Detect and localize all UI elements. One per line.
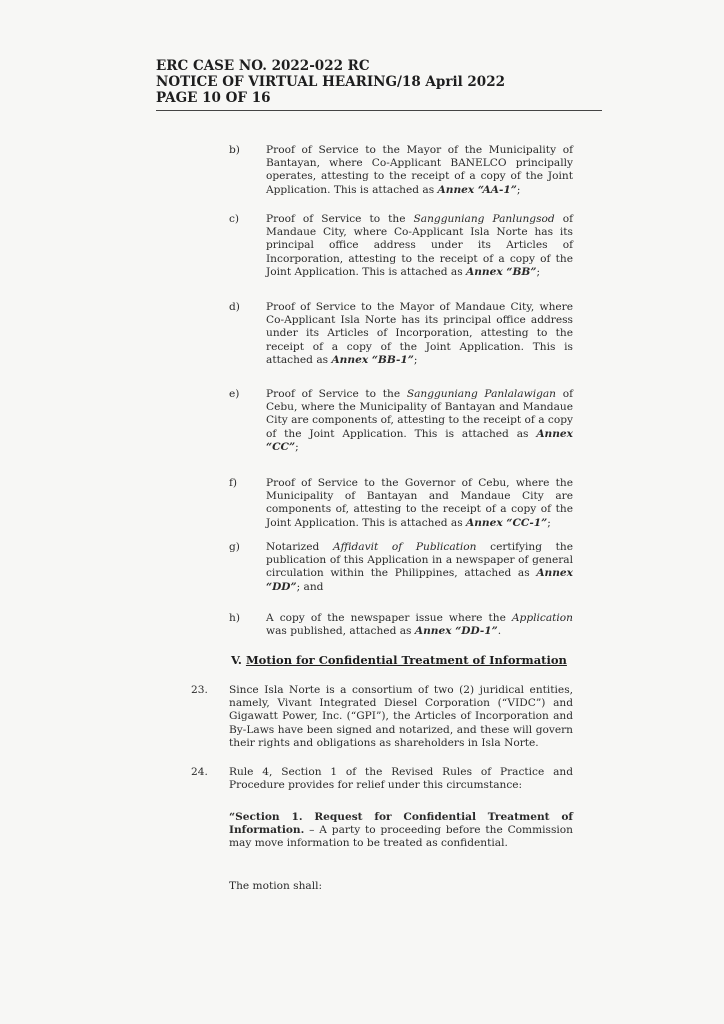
list-item-h (229, 612, 573, 638)
list-item-e (229, 388, 573, 454)
item-text: Proof of Service to the Sangguniang Panlalawigan of Cebu, where the Municipality of Bantayan and Mandaue City are components of, attesting to the receipt of a copy of the Joint Application. This is attached as Annex “CC”; (266, 388, 573, 453)
item-text: Proof of Service to the Mayor of Mandaue City, where Co-Applicant Isla Norte has its principal office address under its Articles of Incorporation, attesting to the receipt of a copy of the Joint Application. This is attached as Annex “BB-1”; (266, 301, 573, 366)
annex-ref: Annex “CC” (266, 427, 573, 453)
item-text: Proof of Service to the Mayor of the Municipality of Bantayan, where Co-Applicant BANELCO principally operates, attesting to the receipt of a copy of the Joint Application. This is attached as Annex “AA-1”; (266, 144, 573, 196)
quoted-rule (229, 811, 573, 851)
item-label: b) (229, 144, 240, 156)
annex-ref: Annex “DD” (266, 567, 573, 593)
annex-ref: Annex “CC-1” (466, 516, 548, 529)
notice-title: NOTICE OF VIRTUAL HEARING/18 April 2022 (156, 74, 505, 90)
annex-ref: Annex “BB” (466, 265, 537, 278)
list-item-d (229, 301, 573, 367)
item-text: Notarized Affidavit of Publication certifying the publication of this Application in a newspaper of general circulation within the Philippines, attached as Annex “DD”; and (266, 541, 573, 593)
annex-ref: Annex “DD-1” (414, 625, 498, 638)
list-item-c (229, 213, 573, 279)
paragraph-23 (191, 684, 573, 750)
list-item-g (229, 541, 573, 594)
item-label: e) (229, 388, 240, 400)
paragraph-text: Since Isla Norte is a consortium of two (2) juridical entities, namely, Vivant Integrated Diesel Corporation (“VIDC”) and Gigawatt Power, Inc. (“GPI”), the Articles of Incorporation and By-Laws have been signed and notarized, and these will govern their rights and obligations as shareholders in Isla Norte. (229, 684, 573, 749)
item-label: d) (229, 301, 240, 313)
item-text: Proof of Service to the Governor of Cebu, where the Municipality of Bantayan and Mandaue City are components of, attesting to the receipt of a copy of the Joint Application. This is attached as Annex “CC-1”; (266, 477, 573, 529)
item-text: A copy of the newspaper issue where the Application was published, attached as Annex “DD-1”. (266, 612, 573, 638)
item-label: g) (229, 541, 240, 553)
paragraph-24 (191, 766, 573, 792)
annex-ref: Annex “AA-1” (437, 183, 517, 196)
annex-ref: Annex “BB-1” (331, 353, 414, 366)
list-item-f (229, 477, 573, 530)
item-text: Proof of Service to the Sangguniang Panlungsod of Mandaue City, where Co-Applicant Isla Norte has its principal office address under its Articles of Incorporation, attesting to the receipt of a copy of the Joint Application. This is attached as Annex “BB”; (266, 213, 574, 278)
item-label: h) (229, 612, 240, 624)
case-number: ERC CASE NO. 2022-022 RC (156, 58, 370, 74)
paragraph-number: 24. (191, 766, 208, 778)
page-number: PAGE 10 OF 16 (156, 90, 271, 106)
list-item-b (229, 144, 573, 197)
header-rule (156, 110, 602, 111)
section-heading: V. Motion for Confidential Treatment of Information (231, 653, 567, 667)
item-label: f) (229, 477, 238, 489)
quote-body: – A party to proceeding before the Commission may move information to be treated as confidential. (229, 824, 573, 850)
paragraph-text: Rule 4, Section 1 of the Revised Rules of Practice and Procedure provides for relief under this circumstance: (229, 766, 573, 792)
item-label: c) (229, 213, 240, 225)
quote-heading: “Section 1. Request for Confidential Treatment of Information. (229, 811, 573, 837)
motion-line: The motion shall: (229, 880, 323, 892)
paragraph-number: 23. (191, 684, 208, 696)
page-header (156, 58, 602, 106)
